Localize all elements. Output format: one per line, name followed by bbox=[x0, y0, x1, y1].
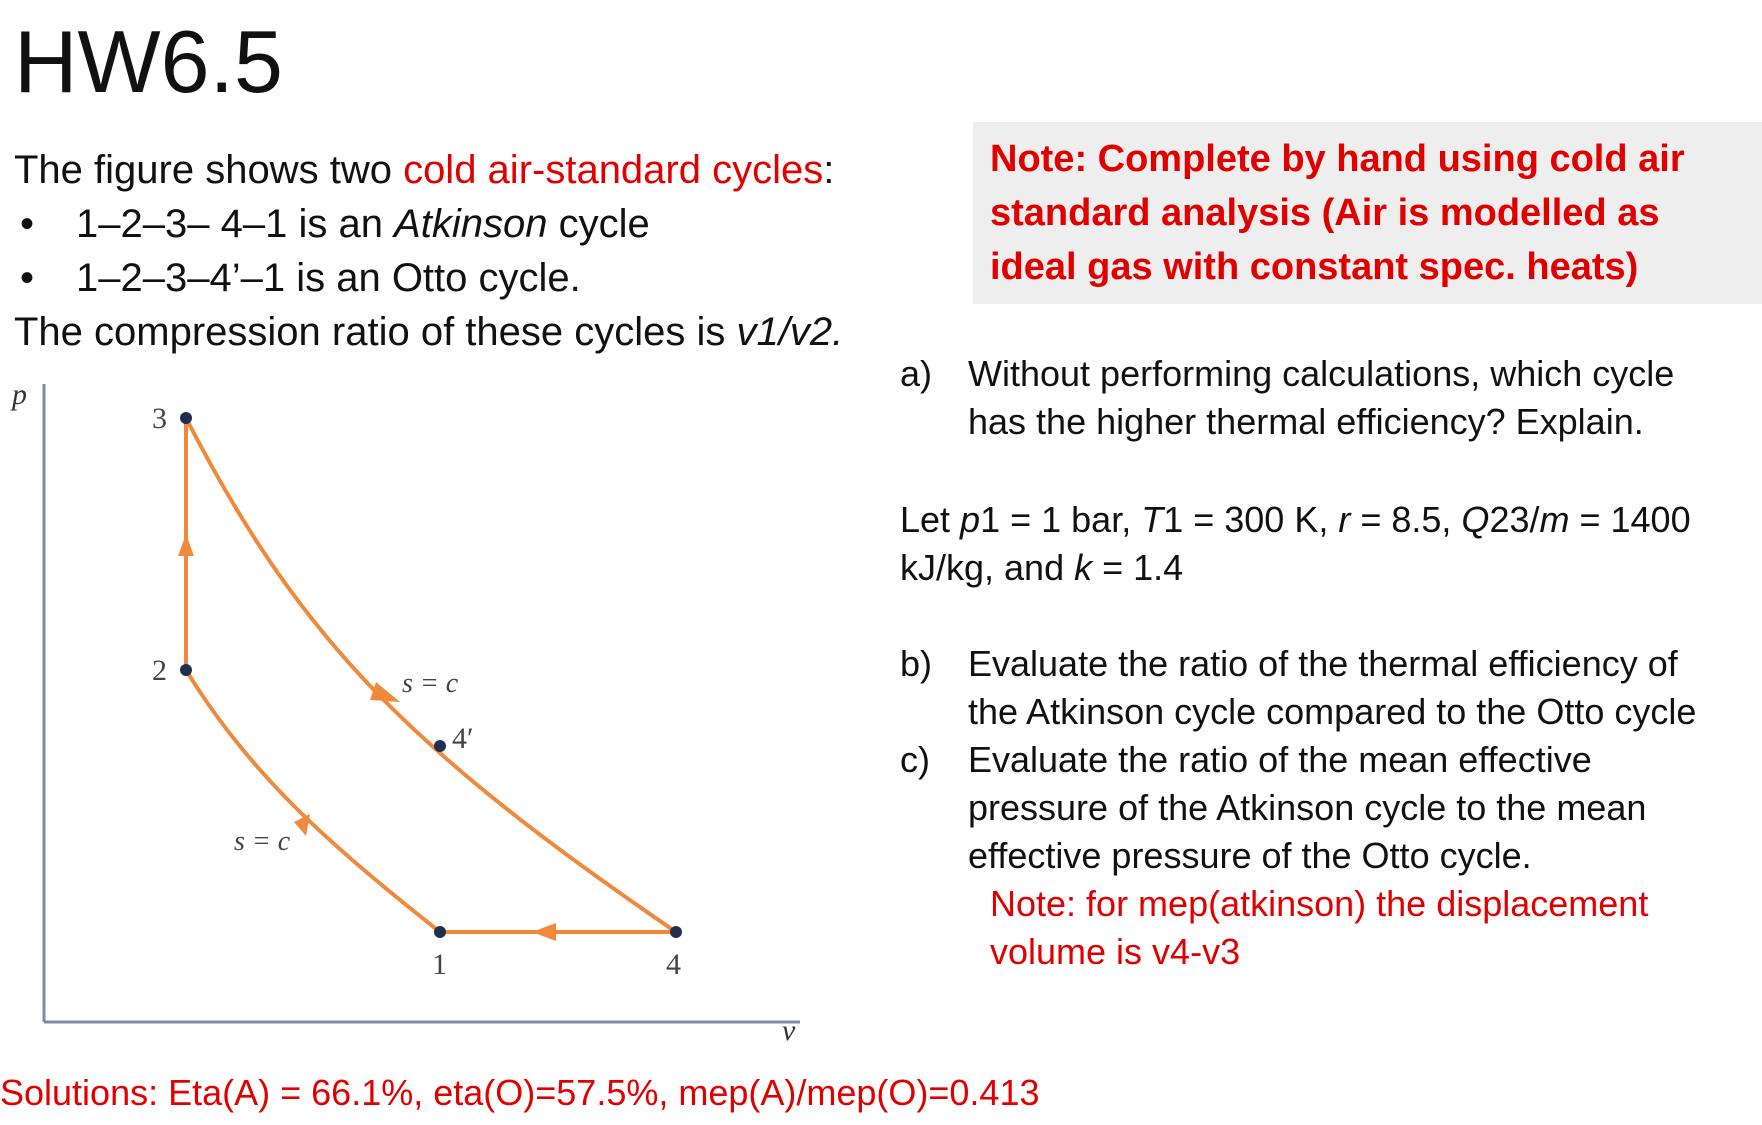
arrow-4-1-icon bbox=[532, 923, 556, 941]
bullet-otto: • 1–2–3–4’–1 is an Otto cycle. bbox=[14, 251, 894, 305]
question-b-label: b) bbox=[900, 643, 933, 684]
question-c-text: Evaluate the ratio of the mean effective pressure of the Atkinson cycle to the mean effective pressure of the Otto cycle. bbox=[968, 739, 1647, 876]
cold-air-standard-highlight: cold air-standard cycles bbox=[403, 148, 824, 192]
pv-diagram bbox=[0, 370, 880, 1070]
note-text: Note: Complete by hand using cold air standard analysis (Air is modelled as ideal gas with constant spec. heats) bbox=[990, 138, 1685, 288]
label-point-2: 2 bbox=[152, 654, 167, 687]
point-2 bbox=[180, 664, 192, 676]
label-point-1: 1 bbox=[432, 948, 447, 981]
bullet-atkinson: • 1–2–3– 4–1 is an Atkinson cycle bbox=[14, 197, 894, 251]
axis-label-v: v bbox=[782, 1014, 796, 1047]
arrow-2-3-icon bbox=[178, 534, 194, 556]
point-3 bbox=[180, 412, 192, 424]
label-point-4: 4 bbox=[666, 948, 681, 981]
label-isentropic-expansion: s = c bbox=[402, 668, 459, 699]
question-a-text: Without performing calculations, which cycle has the higher thermal efficiency? Explain. bbox=[968, 353, 1675, 442]
process-1-2 bbox=[186, 670, 440, 932]
point-1 bbox=[434, 926, 446, 938]
axes bbox=[44, 384, 800, 1022]
compression-ratio-line: The compression ratio of these cycles is v1/v2. bbox=[14, 310, 844, 354]
intro-text bbox=[14, 143, 894, 359]
mep-note: Note: for mep(atkinson) the displacement volume is v4-v3 bbox=[990, 883, 1649, 972]
question-b bbox=[900, 640, 1735, 736]
questions-bc bbox=[900, 640, 1735, 976]
bullet-icon: • bbox=[20, 202, 35, 246]
question-a-label: a) bbox=[900, 353, 933, 394]
intro-line-1: The figure shows two cold air-standard cycles: bbox=[14, 148, 835, 192]
question-b-text: Evaluate the ratio of the thermal efficiency of the Atkinson cycle compared to the Otto cycle bbox=[968, 643, 1697, 732]
question-c-label: c) bbox=[900, 739, 930, 780]
given-values: Let p1 = 1 bar, T1 = 300 K, r = 8.5, Q23/m = 1400 kJ/kg, and k = 1.4 bbox=[900, 499, 1691, 588]
question-c bbox=[900, 736, 1735, 880]
arrow-1-2-icon bbox=[294, 814, 310, 836]
solutions-line: Solutions: Eta(A) = 66.1%, eta(O)=57.5%, mep(A)/mep(O)=0.413 bbox=[0, 1072, 1040, 1113]
page-title: HW6.5 bbox=[14, 12, 283, 111]
arrow-3-4-icon bbox=[370, 682, 400, 702]
bullet-icon: • bbox=[20, 256, 35, 300]
label-isentropic-compression: s = c bbox=[234, 826, 291, 857]
question-a bbox=[900, 350, 1730, 446]
label-point-4-prime: 4′ bbox=[452, 722, 474, 755]
label-point-3: 3 bbox=[152, 402, 167, 435]
note-box bbox=[973, 122, 1762, 304]
point-4 bbox=[670, 926, 682, 938]
point-4-prime bbox=[434, 740, 446, 752]
axis-label-p: p bbox=[12, 378, 27, 411]
